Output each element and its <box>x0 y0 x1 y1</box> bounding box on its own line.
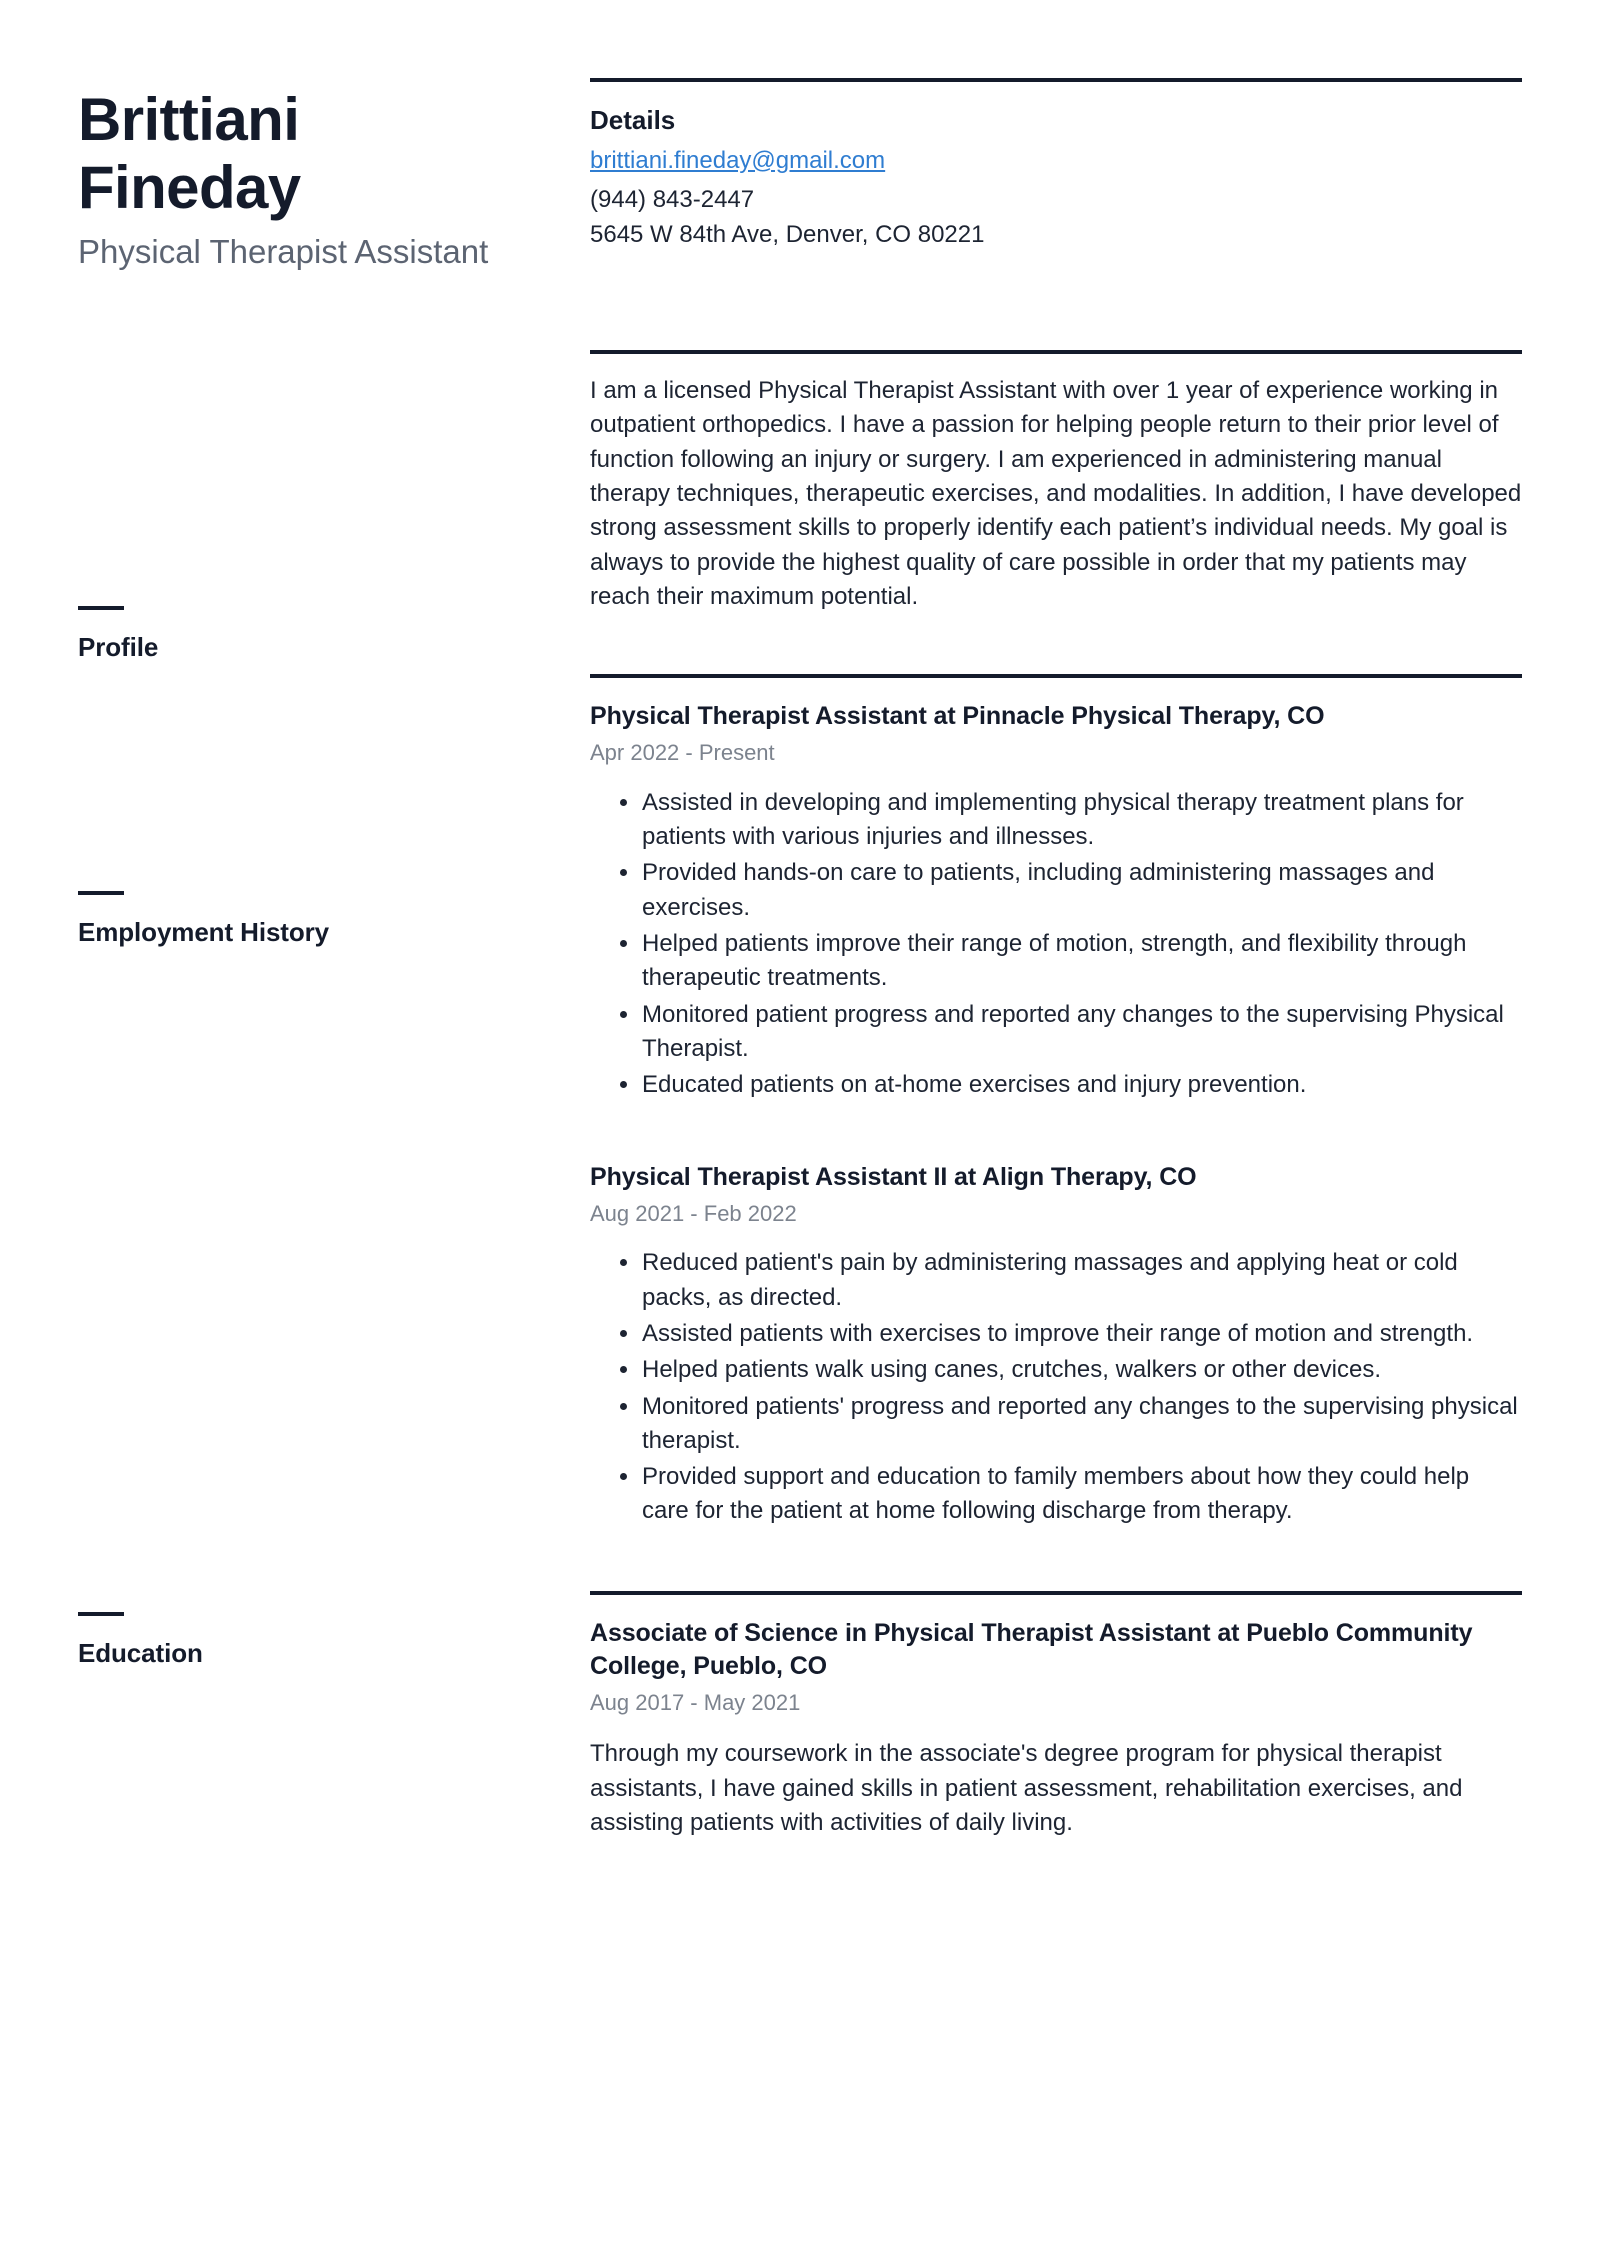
details-heading: Details <box>590 105 676 135</box>
education-description: Through my coursework in the associate's degree program for physical therapist assistants, I have gained skills in patient assessment, rehabilitation exercises, and assisting patients with activities of daily living. <box>590 1740 1463 1836</box>
section-dash-icon <box>78 1612 124 1616</box>
education-entry <box>590 1617 1522 1841</box>
list-item: Monitored patient progress and reported any changes to the supervising Physical Therapist. <box>642 998 1522 1067</box>
spacer <box>590 1105 1522 1139</box>
candidate-first-name: Brittiani <box>78 86 300 153</box>
employment-title: Physical Therapist Assistant at Pinnacle Physical Therapy, CO <box>590 702 1325 731</box>
education-title: Associate of Science in Physical Therapist Assistant at Pueblo Community College, Pueblo, CO <box>590 1618 1473 1680</box>
employment-bullets <box>590 786 1522 1103</box>
education-section <box>590 1591 1522 1841</box>
spacer-profile <box>78 273 550 606</box>
sidebar-section-profile <box>78 606 550 663</box>
list-item: Provided hands-on care to patients, including administering massages and exercises. <box>642 856 1522 925</box>
section-divider <box>590 674 1522 678</box>
employment-entry <box>590 1161 1522 1529</box>
list-item: Assisted patients with exercises to improve their range of motion and strength. <box>642 1317 1522 1351</box>
spacer <box>590 254 1522 350</box>
section-divider <box>590 78 1522 82</box>
list-item: Monitored patients' progress and reported any changes to the supervising physical therapist. <box>642 1390 1522 1459</box>
sidebar-section-employment <box>78 891 550 948</box>
section-dash-icon <box>78 891 124 895</box>
sidebar-label-education: Education <box>78 1637 203 1668</box>
resume-main <box>590 78 1522 2261</box>
address-text: 5645 W 84th Ave, Denver, CO 80221 <box>590 220 985 248</box>
employment-section <box>590 674 1522 1529</box>
education-date: Aug 2017 - May 2021 <box>590 1689 801 1715</box>
list-item: Assisted in developing and implementing physical therapy treatment plans for patients with various injuries and illnesses. <box>642 786 1522 855</box>
details-section <box>590 78 1522 250</box>
spacer <box>590 1531 1522 1591</box>
list-item: Educated patients on at-home exercises and injury prevention. <box>642 1068 1522 1102</box>
list-item: Reduced patient's pain by administering massages and applying heat or cold packs, as directed. <box>642 1246 1522 1315</box>
section-divider <box>590 350 1522 354</box>
list-item: Provided support and education to family members about how they could help care for the patient at home following discharge from therapy. <box>642 1460 1522 1529</box>
email-link[interactable]: brittiani.fineday@gmail.com <box>590 146 886 174</box>
sidebar-label-employment: Employment History <box>78 916 330 947</box>
sidebar-section-education <box>78 1612 550 1669</box>
spacer-education <box>78 948 550 1612</box>
profile-section <box>590 350 1522 614</box>
section-dash-icon <box>78 606 124 610</box>
employment-bullets <box>590 1246 1522 1529</box>
section-divider <box>590 1591 1522 1595</box>
list-item: Helped patients walk using canes, crutches, walkers or other devices. <box>642 1353 1522 1387</box>
candidate-job-title: Physical Therapist Assistant <box>78 232 489 270</box>
employment-date: Apr 2022 - Present <box>590 740 775 766</box>
spacer <box>590 614 1522 674</box>
profile-text: I am a licensed Physical Therapist Assistant with over 1 year of experience working in outpatient orthopedics. I have a passion for helping people return to their prior level of function following an injury or surgery. I am experienced in administering manual therapy techniques, therapeutic exercises, and modalities. In addition, I have developed strong assessment skills to properly identify each patient’s individual needs. My goal is always to provide the highest quality of care possible in order that my patients may reach their maximum potential. <box>590 377 1522 610</box>
spacer-employment <box>78 664 550 891</box>
employment-title: Physical Therapist Assistant II at Align Therapy, CO <box>590 1162 1197 1191</box>
phone-text: (944) 843-2447 <box>590 185 755 213</box>
resume-sidebar <box>78 78 590 2261</box>
candidate-name <box>78 86 550 222</box>
name-block <box>78 86 550 273</box>
employment-date: Aug 2021 - Feb 2022 <box>590 1200 797 1226</box>
list-item: Helped patients improve their range of motion, strength, and flexibility through therapeutic treatments. <box>642 927 1522 996</box>
employment-entry <box>590 700 1522 1102</box>
candidate-last-name: Fineday <box>78 153 301 221</box>
sidebar-label-profile: Profile <box>78 632 159 663</box>
